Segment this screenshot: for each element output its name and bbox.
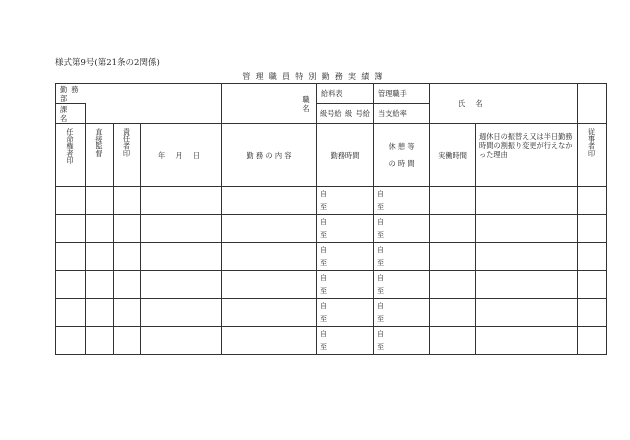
salary-table-label: 給料表 (321, 89, 343, 98)
date-header: 年 月 日 (141, 124, 222, 187)
date-cell[interactable] (141, 215, 222, 243)
hours-cell[interactable]: 自 至 (317, 299, 374, 327)
name-value-cell[interactable] (578, 84, 607, 124)
duty-header: 勤 務 の 内 容 (222, 124, 317, 187)
actual-cell[interactable] (430, 243, 476, 271)
appointer-cell[interactable] (56, 243, 86, 271)
break-cell[interactable]: 自 至 (374, 327, 430, 355)
break-header-line-2: の 時 間 (388, 159, 415, 168)
allowance-label-2: 当支給率 (378, 109, 407, 118)
direct-supervisor-cell[interactable] (86, 215, 114, 243)
position-label: 職 名 (302, 94, 314, 113)
hours-cell[interactable]: 自 至 (317, 187, 374, 215)
duty-cell[interactable] (222, 187, 317, 215)
break-cell[interactable]: 自 至 (374, 299, 430, 327)
table-row (56, 299, 607, 327)
name-cell (430, 84, 578, 124)
hours-header: 勤務時間 (317, 124, 374, 187)
actual-hours-header: 実働時間 (430, 124, 476, 187)
reason-cell[interactable] (476, 271, 578, 299)
worker-header: 従事者印 (578, 124, 607, 187)
worker-cell[interactable] (578, 187, 607, 215)
actual-cell[interactable] (430, 215, 476, 243)
break-cell[interactable]: 自 至 (374, 271, 430, 299)
position-cell (222, 84, 317, 124)
direct-supervisor-cell[interactable] (86, 327, 114, 355)
duty-cell[interactable] (222, 243, 317, 271)
allowance-label-cell-2 (374, 104, 430, 124)
appointer-cell[interactable] (56, 215, 86, 243)
hours-cell[interactable]: 自 至 (317, 243, 374, 271)
actual-cell[interactable] (430, 187, 476, 215)
worker-cell[interactable] (578, 243, 607, 271)
break-header (374, 124, 430, 187)
reason-cell[interactable] (476, 299, 578, 327)
date-cell[interactable] (141, 299, 222, 327)
allowance-label-1: 管理職手 (378, 89, 407, 98)
responsible-cell[interactable] (114, 271, 141, 299)
worker-cell[interactable] (578, 271, 607, 299)
dept-value-cell[interactable] (86, 84, 222, 124)
appointer-header: 任命権者印 (56, 124, 86, 187)
allowance-label-cell-1 (374, 84, 430, 104)
duty-cell[interactable] (222, 299, 317, 327)
date-cell[interactable] (141, 243, 222, 271)
date-cell[interactable] (141, 271, 222, 299)
go-label: 号給 (355, 109, 370, 118)
responsible-cell[interactable] (114, 327, 141, 355)
responsible-cell[interactable] (114, 215, 141, 243)
salary-table-label-cell (317, 84, 374, 104)
dept-label: 勤務部 (60, 84, 83, 103)
table-row (56, 327, 607, 355)
appointer-cell[interactable] (56, 299, 86, 327)
table-row (56, 215, 607, 243)
actual-cell[interactable] (430, 327, 476, 355)
form-title: 管理職員特別勤務実績簿 (242, 72, 388, 81)
table-row (56, 243, 607, 271)
date-cell[interactable] (141, 187, 222, 215)
reason-header: 週休日の振替え又は半日勤務時間の割振り変更が行えなかった理由 (476, 124, 578, 187)
section-label-cell (56, 104, 86, 124)
info-row-top (56, 84, 607, 104)
direct-supervisor-cell[interactable] (86, 187, 114, 215)
duty-cell[interactable] (222, 327, 317, 355)
direct-supervisor-cell[interactable] (86, 271, 114, 299)
hours-cell[interactable]: 自 至 (317, 215, 374, 243)
worker-cell[interactable] (578, 299, 607, 327)
duty-cell[interactable] (222, 215, 317, 243)
name-label: 氏 名 (458, 99, 487, 108)
reason-cell[interactable] (476, 215, 578, 243)
worker-cell[interactable] (578, 327, 607, 355)
reason-cell[interactable] (476, 327, 578, 355)
hours-cell[interactable]: 自 至 (317, 271, 374, 299)
appointer-cell[interactable] (56, 327, 86, 355)
responsible-header: 責任者印 (114, 124, 141, 187)
break-cell[interactable]: 自 至 (374, 243, 430, 271)
duty-cell[interactable] (222, 271, 317, 299)
section-label: 課 名 (60, 104, 72, 123)
hours-cell[interactable]: 自 至 (317, 327, 374, 355)
break-cell[interactable]: 自 至 (374, 215, 430, 243)
table-row (56, 271, 607, 299)
reason-cell[interactable] (476, 187, 578, 215)
attendance-record-table (55, 83, 607, 355)
appointer-cell[interactable] (56, 271, 86, 299)
grade-label: 級号給 (320, 109, 342, 118)
actual-cell[interactable] (430, 299, 476, 327)
column-header-row (56, 124, 607, 187)
grade-cell (317, 104, 374, 124)
form-number-label: 様式第9号(第21条の2関係) (55, 58, 160, 68)
date-cell[interactable] (141, 327, 222, 355)
direct-supervisor-header: 直接監督 (86, 124, 114, 187)
appointer-cell[interactable] (56, 187, 86, 215)
table-row (56, 187, 607, 215)
break-cell[interactable]: 自 至 (374, 187, 430, 215)
break-header-line-1: 休 憩 等 (388, 142, 415, 151)
responsible-cell[interactable] (114, 187, 141, 215)
direct-supervisor-cell[interactable] (86, 243, 114, 271)
actual-cell[interactable] (430, 271, 476, 299)
reason-cell[interactable] (476, 243, 578, 271)
kyu-label: 級 (345, 109, 353, 118)
dept-label-cell (56, 84, 86, 104)
responsible-cell[interactable] (114, 243, 141, 271)
responsible-cell[interactable] (114, 299, 141, 327)
direct-supervisor-cell[interactable] (86, 299, 114, 327)
worker-cell[interactable] (578, 215, 607, 243)
